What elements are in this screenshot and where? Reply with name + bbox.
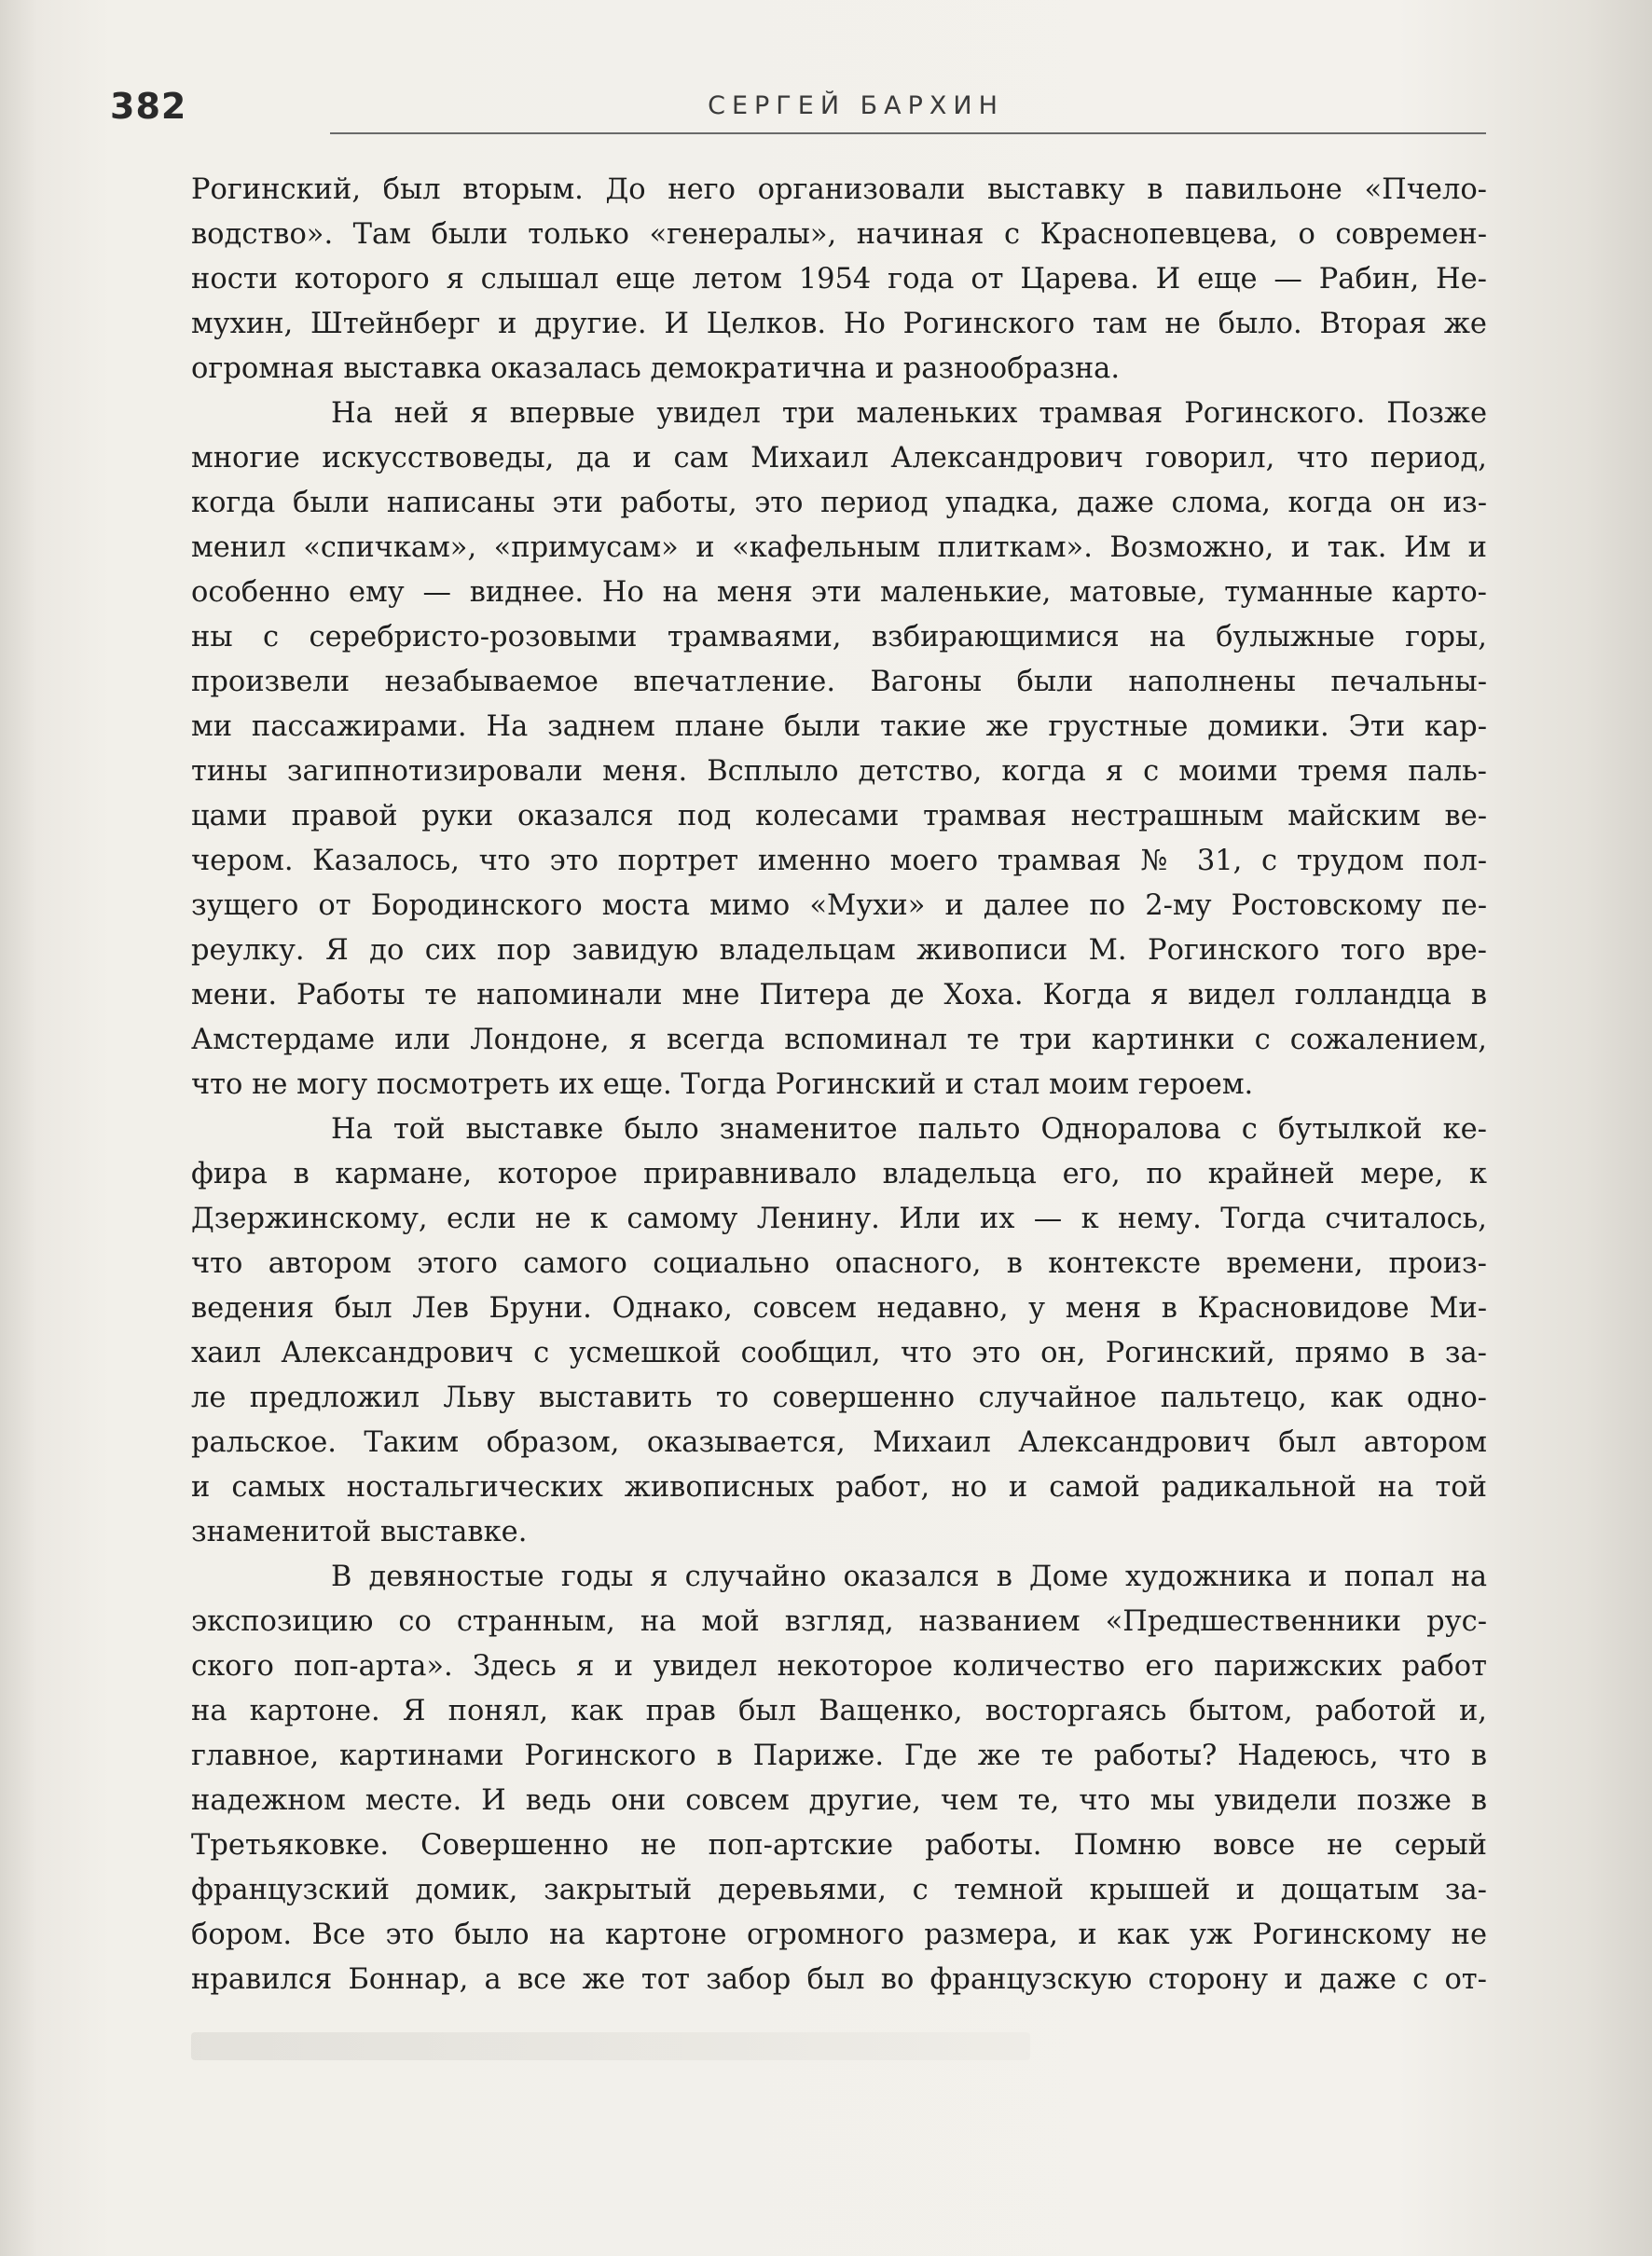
text-line: реулку. Я до сих пор завидую владельцам живописи М. Рогинского того вре- xyxy=(191,934,1487,967)
text-line: Третьяковке. Совершенно не поп-артские работы. Помню вовсе не серый xyxy=(191,1829,1487,1862)
page-header xyxy=(110,86,1378,142)
paragraph xyxy=(191,1555,1487,2002)
text-line: ны с серебристо-розовыми трамваями, взбирающимися на булыжные горы, xyxy=(191,621,1487,653)
text-line: что не могу посмотреть их еще. Тогда Рогинский и стал моим героем. xyxy=(191,1068,1254,1101)
text-line: ского поп-арта». Здесь я и увидел некоторое количество его парижских работ xyxy=(191,1650,1487,1683)
text-line: многие искусствоведы, да и сам Михаил Александрович говорил, что период, xyxy=(191,442,1487,475)
text-line: мухин, Штейнберг и другие. И Целков. Но Рогинского там не было. Вторая же xyxy=(191,308,1487,340)
paragraph xyxy=(191,168,1487,392)
text-line: мени. Работы те напоминали мне Питера де Хоха. Когда я видел голландца в xyxy=(191,979,1487,1011)
text-line: зущего от Бородинского моста мимо «Мухи» и далее по 2-му Ростовскому пе- xyxy=(191,889,1487,922)
page-number: 382 xyxy=(110,86,187,127)
text-line: ности которого я слышал еще летом 1954 года от Царева. И еще — Рабин, Не- xyxy=(191,263,1487,296)
text-line: бором. Все это было на картоне огромного размера, и как уж Рогинскому не xyxy=(191,1919,1487,1951)
text-line: тины загипнотизировали меня. Всплыло детство, когда я с моими тремя паль- xyxy=(191,755,1487,788)
running-head: СЕРГЕЙ БАРХИН xyxy=(708,91,1004,120)
paragraph xyxy=(191,392,1487,1107)
text-line: экспозицию со странным, на мой взгляд, названием «Предшественники рус- xyxy=(191,1605,1487,1638)
text-line: когда были написаны эти работы, это период упадка, даже слома, когда он из- xyxy=(191,487,1487,519)
text-line: ле предложил Льву выставить то совершенно случайное пальтецо, как одно- xyxy=(191,1382,1487,1414)
text-line: знаменитой выставке. xyxy=(191,1516,528,1548)
text-line: ми пассажирами. На заднем плане были такие же грустные домики. Эти кар- xyxy=(191,710,1487,743)
text-line: Амстердаме или Лондоне, я всегда вспоминал те три картинки с сожалением, xyxy=(191,1024,1487,1056)
text-line: цами правой руки оказался под колесами трамвая нестрашным майским ве- xyxy=(191,800,1487,832)
text-line: произвели незабываемое впечатление. Вагоны были наполнены печальны- xyxy=(191,666,1487,698)
text-line: особенно ему — виднее. Но на меня эти маленькие, матовые, туманные карто- xyxy=(191,576,1487,609)
text-line: водство». Там были только «генералы», начиная с Краснопевцева, о современ- xyxy=(191,218,1487,251)
text-line: Рогинский, был вторым. До него организовали выставку в павильоне «Пчело- xyxy=(191,173,1487,206)
text-line: В девяностые годы я случайно оказался в Доме художника и попал на xyxy=(331,1561,1487,1593)
text-line: ральское. Таким образом, оказывается, Михаил Александрович был автором xyxy=(191,1426,1487,1459)
text-line: французский домик, закрытый деревьями, с темной крышей и дощатым за- xyxy=(191,1874,1487,1906)
text-line: на картоне. Я понял, как прав был Ващенко, восторгаясь бытом, работой и, xyxy=(191,1695,1487,1727)
header-rule xyxy=(330,132,1486,134)
text-line: Дзержинскому, если не к самому Ленину. Или их — к нему. Тогда считалось, xyxy=(191,1203,1487,1235)
text-line: огромная выставка оказалась демократична и разнообразна. xyxy=(191,352,1121,385)
text-line: На ней я впервые увидел три маленьких трамвая Рогинского. Позже xyxy=(331,397,1487,430)
body-text xyxy=(191,168,1487,2002)
text-line: что автором этого самого социально опасного, в контексте времени, произ- xyxy=(191,1247,1487,1280)
paragraph xyxy=(191,1107,1487,1555)
text-line: менил «спичкам», «примусам» и «кафельным плиткам». Возможно, и так. Им и xyxy=(191,531,1487,564)
text-line: На той выставке было знаменитое пальто Одноралова с бутылкой ке- xyxy=(331,1113,1487,1146)
text-line: ведения был Лев Бруни. Однако, совсем недавно, у меня в Красновидове Ми- xyxy=(191,1292,1487,1325)
text-line: и самых ностальгических живописных работ, но и самой радикальной на той xyxy=(191,1471,1487,1504)
show-through-caption xyxy=(191,2032,1030,2060)
text-line: чером. Казалось, что это портрет именно моего трамвая № 31, с трудом пол- xyxy=(191,845,1487,877)
text-line: фира в кармане, которое приравнивало владельца его, по крайней мере, к xyxy=(191,1158,1487,1190)
text-line: хаил Александрович с усмешкой сообщил, что это он, Рогинский, прямо в за- xyxy=(191,1337,1487,1369)
text-line: нравился Боннар, а все же тот забор был во французскую сторону и даже с от- xyxy=(191,1963,1487,1996)
text-line: главное, картинами Рогинского в Париже. Где же те работы? Надеюсь, что в xyxy=(191,1740,1487,1772)
text-line: надежном месте. И ведь они совсем другие, чем те, что мы увидели позже в xyxy=(191,1784,1487,1817)
